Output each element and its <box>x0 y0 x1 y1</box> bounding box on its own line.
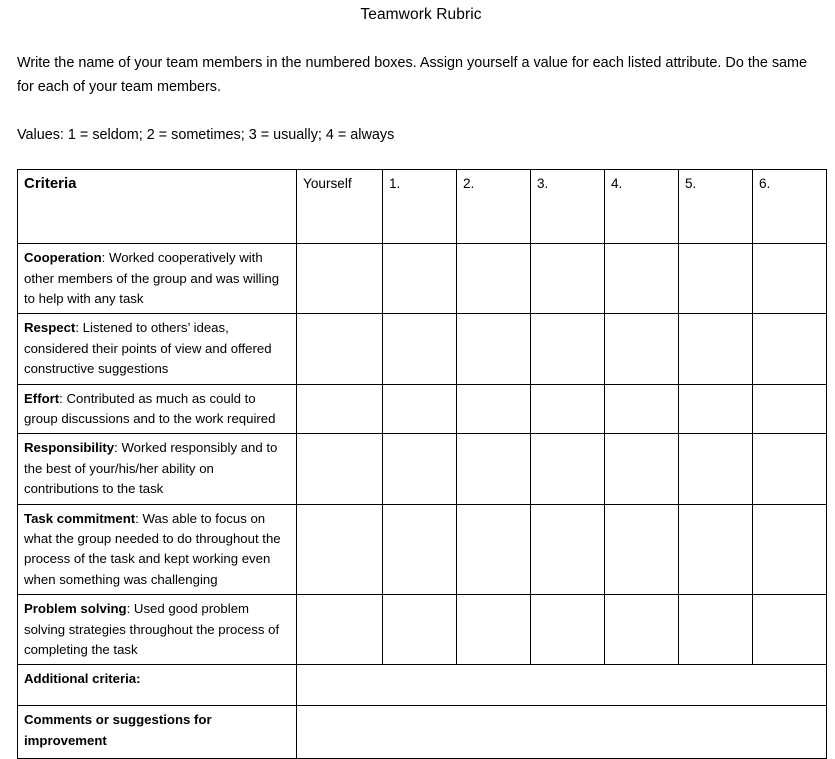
column-header-member-label: 1. <box>389 176 401 192</box>
score-cell-member-1[interactable] <box>383 244 457 314</box>
score-cell-member-3[interactable] <box>531 314 605 384</box>
criteria-separator: : <box>126 601 134 617</box>
score-cell-member-1[interactable] <box>383 595 457 665</box>
score-cell-member-4[interactable] <box>605 384 679 434</box>
column-header-yourself-label: Yourself <box>303 176 352 192</box>
criteria-name: Effort <box>24 390 60 406</box>
criteria-cell <box>18 384 297 434</box>
criteria-name: Problem solving <box>24 601 127 617</box>
intro-block <box>17 51 809 147</box>
intro-spacer <box>17 99 809 123</box>
table-row <box>18 384 827 434</box>
score-cell-member-3[interactable] <box>531 504 605 595</box>
score-cell-member-4[interactable] <box>605 244 679 314</box>
criteria-separator: : <box>59 390 67 406</box>
table-row <box>18 244 827 314</box>
criteria-name: Responsibility <box>24 440 115 456</box>
criteria-cell <box>18 244 297 314</box>
score-cell-member-6[interactable] <box>753 244 827 314</box>
intro-instructions: Write the name of your team members in the numbered boxes. Assign yourself a value for each listed attribute. Do the same for each of your team members. <box>17 55 808 96</box>
criteria-separator: : <box>114 440 122 456</box>
score-cell-member-2[interactable] <box>457 314 531 384</box>
score-cell-member-5[interactable] <box>679 504 753 595</box>
score-cell-member-4[interactable] <box>605 595 679 665</box>
column-header-member-4 <box>605 170 679 244</box>
criteria-description: Worked responsibly and to the best of your/his/her ability on contributions to the task <box>24 440 278 497</box>
score-cell-member-6[interactable] <box>753 434 827 504</box>
criteria-separator: : <box>75 320 83 336</box>
footer-label-cell <box>18 706 297 759</box>
criteria-cell <box>18 595 297 665</box>
score-cell-member-5[interactable] <box>679 595 753 665</box>
score-cell-member-2[interactable] <box>457 434 531 504</box>
score-cell-member-2[interactable] <box>457 595 531 665</box>
table-row <box>18 314 827 384</box>
score-cell-member-2[interactable] <box>457 504 531 595</box>
table-row <box>18 434 827 504</box>
score-cell-member-2[interactable] <box>457 384 531 434</box>
column-header-member-label: 4. <box>611 176 623 192</box>
footer-label: Comments or suggestions for improvement <box>24 712 212 748</box>
score-cell-member-2[interactable] <box>457 244 531 314</box>
criteria-cell <box>18 504 297 595</box>
score-cell-member-3[interactable] <box>531 384 605 434</box>
score-cell-member-4[interactable] <box>605 504 679 595</box>
column-header-member-2 <box>457 170 531 244</box>
additional-criteria-row <box>18 665 827 706</box>
column-header-member-1 <box>383 170 457 244</box>
values-legend: Values: 1 = seldom; 2 = sometimes; 3 = usually; 4 = always <box>17 127 395 144</box>
footer-entry-cell[interactable] <box>297 665 827 706</box>
score-cell-member-3[interactable] <box>531 595 605 665</box>
footer-label: Additional criteria: <box>24 671 141 687</box>
criteria-description: Listened to others’ ideas, considered their points of view and offered constructive suggestions <box>24 320 272 377</box>
criteria-separator: : <box>101 250 109 266</box>
score-cell-member-5[interactable] <box>679 314 753 384</box>
column-header-criteria <box>18 170 297 244</box>
footer-entry-cell[interactable] <box>297 706 827 759</box>
rubric-table-wrapper <box>17 169 825 759</box>
criteria-separator: : <box>135 510 143 526</box>
comments-row <box>18 706 827 759</box>
criteria-name: Respect <box>24 320 76 336</box>
column-header-member-label: 2. <box>463 176 475 192</box>
score-cell-member-4[interactable] <box>605 434 679 504</box>
column-header-member-label: 5. <box>685 176 697 192</box>
score-cell-yourself[interactable] <box>297 595 383 665</box>
table-row <box>18 595 827 665</box>
column-header-member-label: 6. <box>759 176 771 192</box>
score-cell-member-6[interactable] <box>753 595 827 665</box>
criteria-description: Was able to focus on what the group needed to do throughout the process of the task and kept working even when something was challenging <box>24 510 281 587</box>
table-header-row <box>18 170 827 244</box>
column-header-member-3 <box>531 170 605 244</box>
column-header-member-5 <box>679 170 753 244</box>
score-cell-member-3[interactable] <box>531 244 605 314</box>
score-cell-member-1[interactable] <box>383 314 457 384</box>
score-cell-member-1[interactable] <box>383 504 457 595</box>
score-cell-member-6[interactable] <box>753 384 827 434</box>
score-cell-member-5[interactable] <box>679 384 753 434</box>
score-cell-yourself[interactable] <box>297 504 383 595</box>
criteria-description: Contributed as much as could to group discussions and to the work required <box>24 390 276 426</box>
criteria-cell <box>18 434 297 504</box>
score-cell-member-6[interactable] <box>753 314 827 384</box>
column-header-member-label: 3. <box>537 176 549 192</box>
rubric-table <box>17 169 827 759</box>
score-cell-member-6[interactable] <box>753 504 827 595</box>
footer-label-cell <box>18 665 297 706</box>
score-cell-yourself[interactable] <box>297 314 383 384</box>
column-header-yourself <box>297 170 383 244</box>
score-cell-yourself[interactable] <box>297 384 383 434</box>
score-cell-yourself[interactable] <box>297 244 383 314</box>
criteria-name: Cooperation <box>24 250 102 266</box>
document-page <box>0 5 835 747</box>
page-title: Teamwork Rubric <box>360 6 482 23</box>
score-cell-member-1[interactable] <box>383 384 457 434</box>
criteria-description: Worked cooperatively with other members of the group and was willing to help with any task <box>24 250 280 306</box>
score-cell-member-3[interactable] <box>531 434 605 504</box>
score-cell-member-5[interactable] <box>679 434 753 504</box>
column-header-criteria-label: Criteria <box>24 175 77 193</box>
criteria-name: Task commitment <box>24 510 136 526</box>
table-row <box>18 504 827 595</box>
score-cell-member-4[interactable] <box>605 314 679 384</box>
criteria-description: Used good problem solving strategies throughout the process of completing the task <box>24 601 280 658</box>
score-cell-member-5[interactable] <box>679 244 753 314</box>
column-header-member-6 <box>753 170 827 244</box>
score-cell-yourself[interactable] <box>297 434 383 504</box>
criteria-cell <box>18 314 297 384</box>
score-cell-member-1[interactable] <box>383 434 457 504</box>
